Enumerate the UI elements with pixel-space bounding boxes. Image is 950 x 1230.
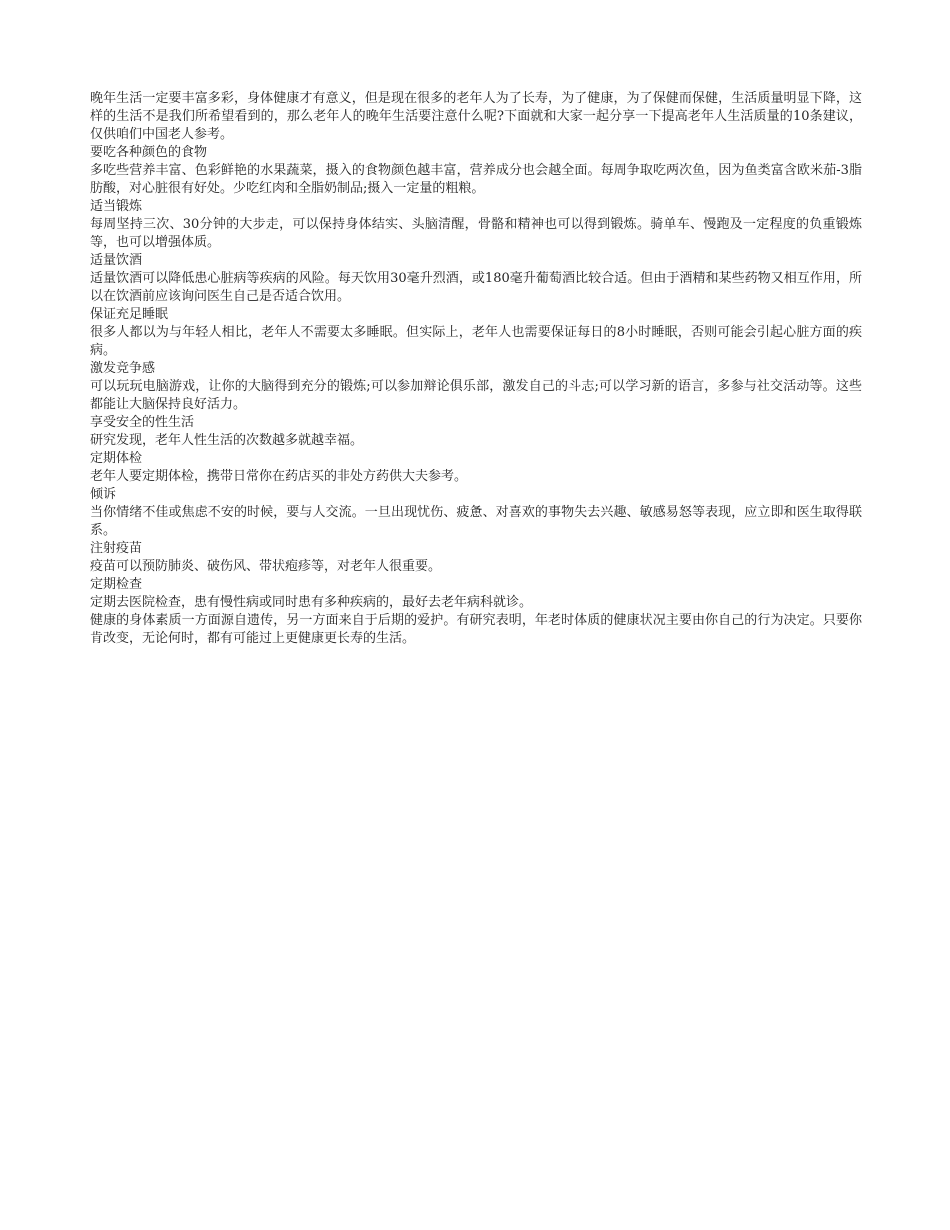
section-body-sex-life: 研究发现，老年人性生活的次数越多就越幸福。 <box>90 433 364 448</box>
section-body-colorful-food: 多吃些营养丰富、色彩鲜艳的水果蔬菜，摄入的食物颜色越丰富，营养成分也会越全面。每周争取吃两次鱼，因为鱼类富含欧米茄-3脂肪酸，对心脏很有好处。少吃红肉和全脂奶制品;摄入一定量的粗粮。 <box>90 163 862 196</box>
section-body-physical-exam: 老年人要定期体检，携带日常你在药店买的非处方药供大夫参考。 <box>90 469 468 484</box>
section-heading-confide: 倾诉 <box>90 487 117 502</box>
section-heading-drinking: 适量饮酒 <box>90 253 143 268</box>
section-body-checkup: 定期去医院检查，患有慢性病或同时患有多种疾病的，最好去老年病科就诊。 <box>90 595 533 610</box>
section-body-drinking: 适量饮酒可以降低患心脏病等疾病的风险。每天饮用30毫升烈酒，或180毫升葡萄酒比较合适。但由于酒精和某些药物又相互作用，所以在饮酒前应该询问医生自己是否适合饮用。 <box>90 271 862 304</box>
section-body-sleep: 很多人都以为与年轻人相比，老年人不需要太多睡眠。但实际上，老年人也需要保证每日的8小时睡眠，否则可能会引起心脏方面的疾病。 <box>90 325 862 358</box>
section-heading-competition: 激发竞争感 <box>90 361 156 376</box>
section-heading-exercise: 适当锻炼 <box>90 199 143 214</box>
intro-paragraph: 晚年生活一定要丰富多彩，身体健康才有意义，但是现在很多的老年人为了长寿，为了健康，为了保健而保健，生活质量明显下降，这样的生活不是我们所希望看到的，那么老年人的晚年生活要注意什么呢?下面就和大家一起分享一下提高老年人生活质量的10条建议，仅供咱们中国老人参考。 <box>90 91 862 142</box>
section-body-vaccine: 疫苗可以预防肺炎、破伤风、带状疱疹等，对老年人很重要。 <box>90 559 442 574</box>
section-body-exercise: 每周坚持三次、30分钟的大步走，可以保持身体结实、头脑清醒，骨骼和精神也可以得到锻炼。骑单车、慢跑及一定程度的负重锻炼等，也可以增强体质。 <box>90 217 862 250</box>
section-heading-checkup: 定期检查 <box>90 577 143 592</box>
section-heading-sleep: 保证充足睡眠 <box>90 307 169 322</box>
section-heading-colorful-food: 要吃各种颜色的食物 <box>90 145 208 160</box>
section-body-confide: 当你情绪不佳或焦虑不安的时候，要与人交流。一旦出现忧伤、疲惫、对喜欢的事物失去兴趣、敏感易怒等表现，应立即和医生取得联系。 <box>90 505 862 538</box>
section-heading-physical-exam: 定期体检 <box>90 451 143 466</box>
section-body-competition: 可以玩玩电脑游戏，让你的大脑得到充分的锻炼;可以参加辩论俱乐部，激发自己的斗志;可以学习新的语言，多参与社交活动等。这些都能让大脑保持良好活力。 <box>90 379 862 412</box>
section-heading-sex-life: 享受安全的性生活 <box>90 415 195 430</box>
article <box>90 90 862 648</box>
conclusion-paragraph: 健康的身体素质一方面源自遗传，另一方面来自于后期的爱护。有研究表明，年老时体质的健康状况主要由你自己的行为决定。只要你肯改变，无论何时，都有可能过上更健康更长寿的生活。 <box>90 613 862 646</box>
section-heading-vaccine: 注射疫苗 <box>90 541 143 556</box>
